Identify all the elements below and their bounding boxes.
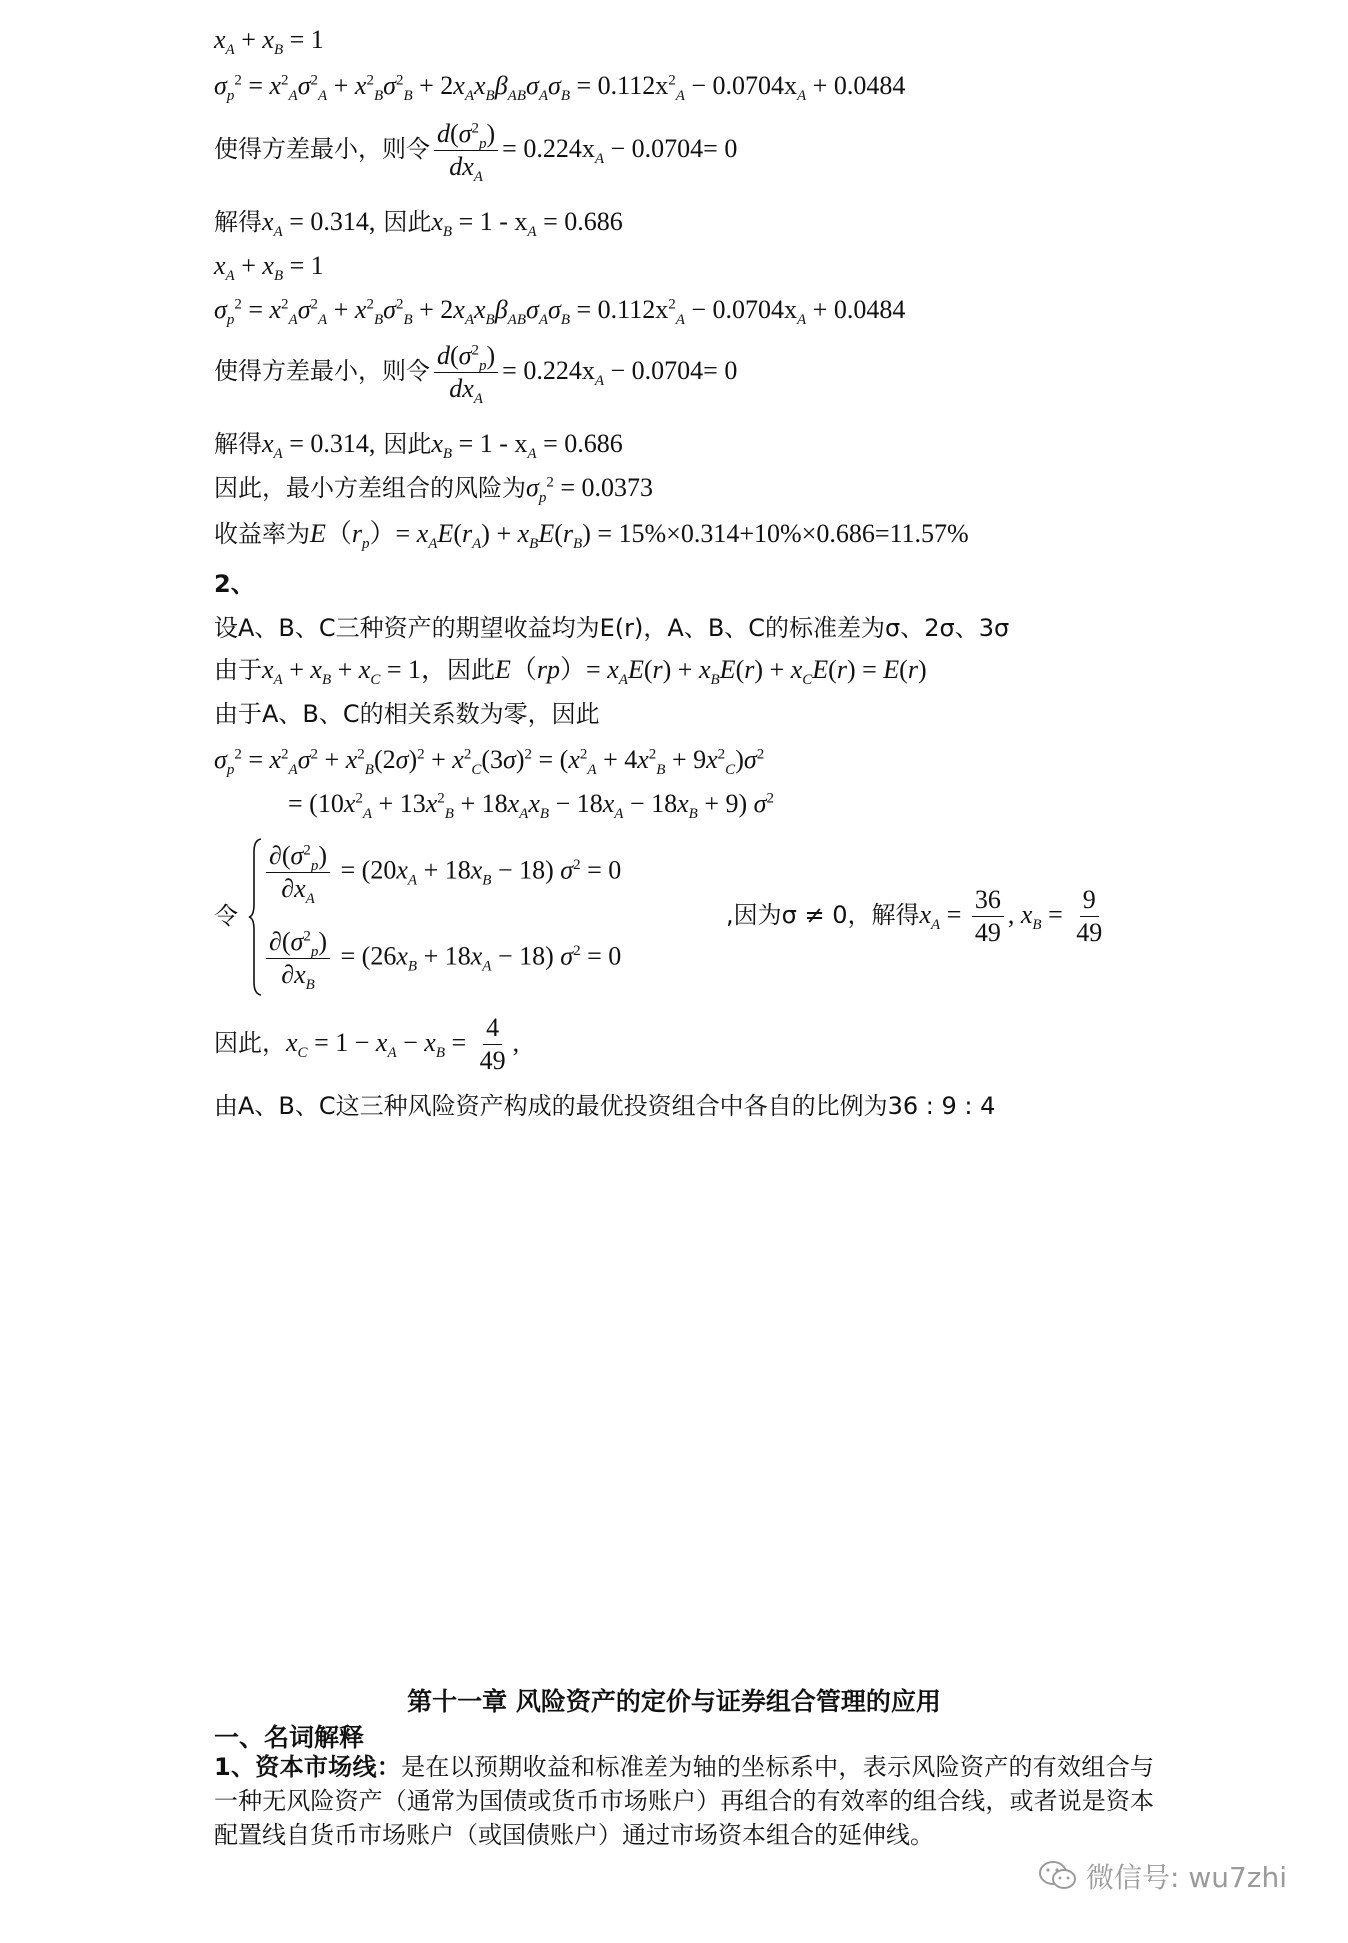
section-2-xc: 因此，$x_C = 1 - x_A - x_B$ = $\frac{4}{49}$ , [214,1013,520,1075]
left-brace-icon [248,838,262,996]
eq-solution-2: 解得$x_A = 0.314$, 因此$x_B = 1 - x_A = 0.686$ [214,429,623,463]
section-2-number: 2、 [214,570,255,598]
eq-derivative-1: 使得方差最小，则令 $\frac{d(\sigma^2_p)}{dx_A}$ = $0.224x_A - 0.0704= 0$ [214,119,738,186]
section-heading: 一、名词解释 [214,1723,365,1752]
variance-coeff-text: = 0.112x [576,71,669,100]
section-2-correlation: 由于A、B、C的相关系数为零，因此 [214,700,600,728]
eq-solution-1: 解得$x_A = 0.314$, 因此$x_B = 1 - x_A = 0.686$ [214,207,623,241]
eq-min-risk: 因此，最小方差组合的风险为$\sigma_p^2 = 0.0373$ [214,473,653,507]
chapter-title: 第十一章 风险资产的定价与证券组合管理的应用 [407,1687,941,1716]
eq-constraint-1: $x_A + x_B = 1$ [214,25,324,59]
section-2-ling: 令 [214,902,238,930]
section-2-sum: 由于$x_A + x_B + x_C = 1$，因此$E(rp)= x_AE(r) + x_BE(r) + x_CE(r) = E(r)$ [214,655,927,689]
wechat-icon [1038,1859,1078,1893]
section-2-variance-expanded: = $(10x^2_A + 13x^2_B + 18x_Ax_B - 18x_A - 18x_B + 9)$ $\sigma^2$ [288,789,774,823]
term-capital-market-line: 1、资本市场线：是在以预期收益和标准差为轴的坐标系中，表示风险资产的有效组合与一种无风险资产（通常为国债或货币市场账户）再组合的有效率的组合线，或者说是资本配置线自货币市场账户（或国债账户）通过市场资本组合的延伸线。 [214,1753,1154,1849]
eq-variance-2: $\sigma_p^2 = x^2_A\sigma^2_A + x^2_B\sigma^2_B + 2x_Ax_B\beta_{AB}\sigma_A\sigma_B = 0.112x^2_A - 0.0704x_A + 0.0484$ [214,295,906,329]
section-2-conclusion: 由A、B、C这三种风险资产构成的最优投资组合中各自的比例为36 : 9 : 4 [214,1092,996,1120]
section-2-setup: 设A、B、C三种资产的期望收益均为E(r)，A、B、C的标准差为σ、2σ、3σ [214,614,1010,642]
eq-variance-1: $\sigma_p^2 = x^2_A\sigma^2_A + x^2_B\sigma^2_B + 2x_Ax_B\beta_{AB}\sigma_A\sigma_B = 0.112x^2_A - 0.0704x_A + 0.0484$ [214,71,906,105]
eq-return: 收益率为$E(r_p)= x_AE(r_A) + x_BE(r_B) = 15\%\times 0.314+10\%\times 0.686=11.57\%$ [214,519,969,553]
section-2-variance: $\sigma_p^2 = x^2_A\sigma^2 + x^2_B(2\sigma)^2 + x^2_C(3\sigma)^2 = (x^2_A + 4x^2_B + 9x^2_C)\sigma^2$ [214,745,765,779]
eq-derivative-2: 使得方差最小，则令 $\frac{d(\sigma^2_p)}{dx_A}$ = $0.224x_A - 0.0704= 0$ [214,341,738,408]
partial-derivative-xb: $\frac{\partial(\sigma^2_p)}{\partial x_B}$ = $(26x_B + 18x_A - 18) \sigma^2 = 0$ [262,926,621,991]
eq-constraint-2: $x_A + x_B = 1$ [214,251,324,285]
watermark [1038,1856,1287,1896]
section-2-solution: ,因为σ ≠ 0，解得$x_A$ = $\frac{36}{49}$ , $x_B$ = $\frac{9}{49}$ [726,885,1103,947]
watermark-text: 微信号: wu7zhi [1086,1861,1288,1894]
partial-derivative-xa: $\frac{\partial(\sigma^2_p)}{\partial x_A}$ = $(20x_A + 18x_B - 18) \sigma^2 = 0$ [262,840,621,905]
